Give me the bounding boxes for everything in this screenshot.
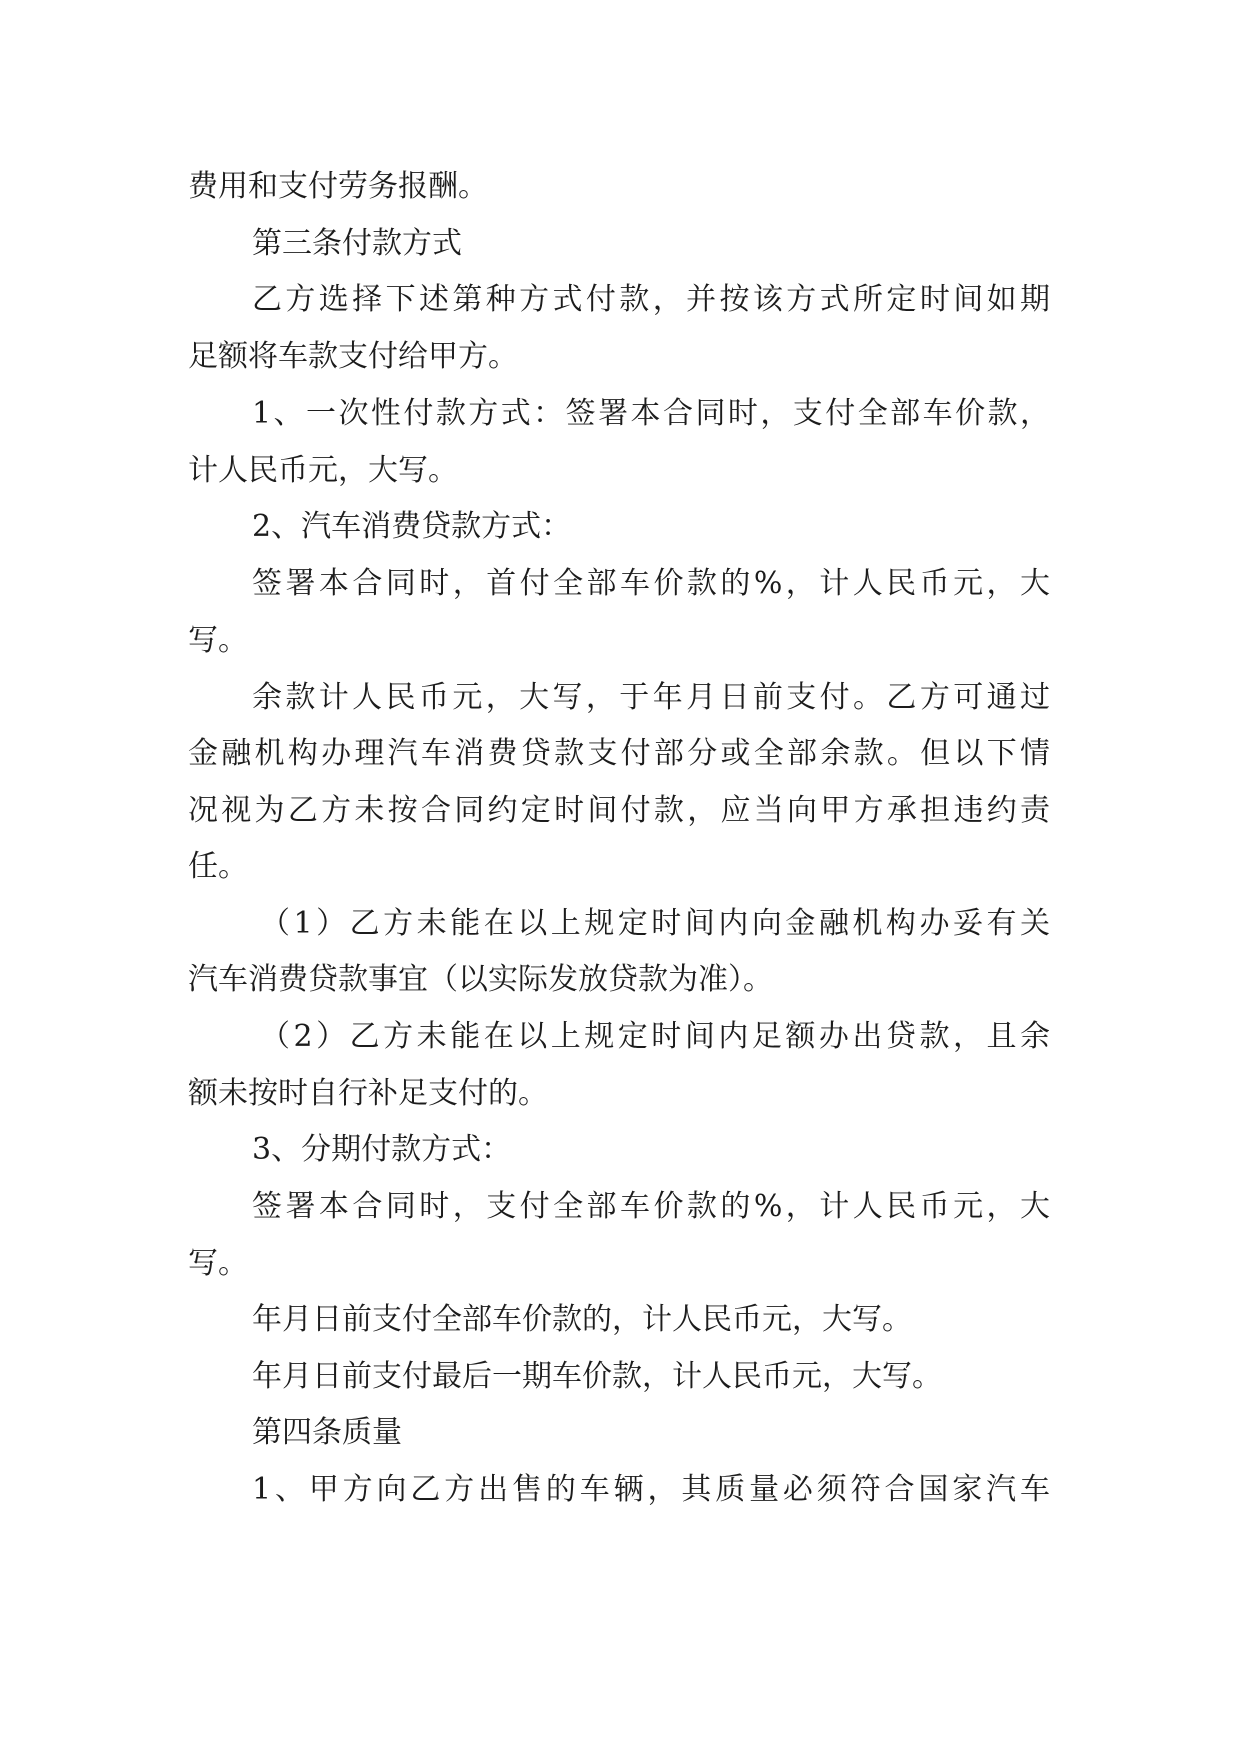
text-line: 乙方选择下述第种方式付款，并按该方式所定时间如期	[252, 282, 1050, 317]
text-line: 1、一次性付款方式：签署本合同时，支付全部车价款，	[252, 396, 1050, 431]
text-line: 金融机构办理汽车消费贷款支付部分或全部余款。但以下情	[188, 736, 1050, 771]
section-heading: 第三条付款方式	[252, 226, 462, 261]
text-line: 任。	[188, 849, 248, 884]
text-line: 年月日前支付最后一期车价款，计人民币元，大写。	[252, 1359, 942, 1394]
text-line: 费用和支付劳务报酬。	[188, 169, 488, 204]
text-line: 3、分期付款方式：	[252, 1132, 512, 1167]
text-line: 1、甲方向乙方出售的车辆，其质量必须符合国家汽车	[252, 1472, 1050, 1507]
text-line: （2）乙方未能在以上规定时间内足额办出贷款，且余	[260, 1019, 1050, 1054]
text-line: 况视为乙方未按合同约定时间付款，应当向甲方承担违约责	[188, 793, 1050, 828]
text-line: 2、汽车消费贷款方式：	[252, 509, 572, 544]
text-line: 额未按时自行补足支付的。	[188, 1076, 548, 1111]
text-line: 足额将车款支付给甲方。	[188, 339, 518, 374]
text-line: 写。	[188, 623, 248, 658]
text-line: 计人民币元，大写。	[188, 453, 458, 488]
text-line: 余款计人民币元，大写，于年月日前支付。乙方可通过	[252, 680, 1050, 715]
text-line: 汽车消费贷款事宜（以实际发放贷款为准）。	[188, 962, 773, 997]
text-line: 年月日前支付全部车价款的，计人民币元，大写。	[252, 1302, 912, 1337]
text-line: 写。	[188, 1246, 248, 1281]
section-heading: 第四条质量	[252, 1415, 402, 1450]
text-line: （1）乙方未能在以上规定时间内向金融机构办妥有关	[260, 906, 1050, 941]
text-line: 签署本合同时，支付全部车价款的%，计人民币元，大	[252, 1189, 1050, 1224]
text-line: 签署本合同时，首付全部车价款的%，计人民币元，大	[252, 566, 1050, 601]
